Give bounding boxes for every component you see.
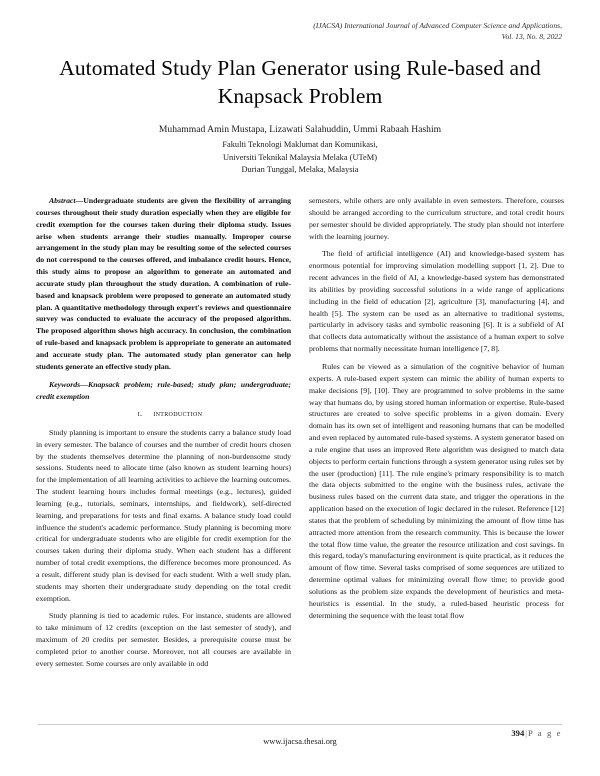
page-number: 394 bbox=[511, 728, 525, 738]
body-paragraph: semesters, while others are only available in even semesters. Therefore, courses should be arranged according to the curriculum structure, and total credit hours per semester should be divided appropriately. The study plan should not interfere with the learning journey. bbox=[309, 196, 564, 241]
keywords-dash: — bbox=[80, 379, 88, 389]
journal-running-header bbox=[142, 21, 562, 43]
section-numeral: i. bbox=[137, 409, 143, 419]
affiliation-line-1: Fakulti Teknologi Maklumat dan Komunikasi, bbox=[222, 140, 378, 150]
author-names: Muhammad Amin Mustapa, Lizawati Salahuddin, Ummi Rabaah Hashim bbox=[158, 124, 442, 135]
abstract-paragraph bbox=[36, 195, 291, 373]
journal-name: (IJACSA) International Journal of Advanced Computer Science and Applications, bbox=[313, 21, 562, 30]
keywords-text: Knapsack problem; rule-based; study plan; undergraduate; credit exemption bbox=[36, 379, 291, 401]
abstract-text: Undergraduate students are given the flexibility of arranging courses throughout their study duration especially when they are eligible for credit exemption for the courses taken during their diploma study. Issues arise when students arrange their studies manually. Improper course arrangement in the study plan may be resulting some of the selected courses do not correspond to the courses offered, and imbalance credit hours. Hence, this study aims to propose an algorithm to generate an automated and accurate study plan throughout the study duration. A combination of rule-based and knapsack problem were proposed to generate an automated study plan. A quantitative methodology through expert's reviews and questionnaire survey was conducted to evaluate the accuracy of the proposed algorithm. The proposed algorithm shows high accuracy. In conclusion, the combination of rule-based and knapsack problem is appropriate to generate an automated and accurate study plan. The automated study plan generator can help students generate an effective study plan. bbox=[36, 196, 291, 371]
keywords-label: Keywords bbox=[49, 379, 81, 389]
author-block bbox=[38, 123, 562, 176]
body-paragraph: The field of artificial intelligence (AI) and knowledge-based system has enormous potential for improving simulation modelling support [1, 2]. Due to recent advances in the field of AI, a knowledge-based system has demonstrated its abilities by providing successful solutions in a wide range of applications including in the field of education [2], agriculture [3], manufacturing [4], and health [5]. The system can be used as an alternative to traditional systems, particularly in advisory tasks and symbolic reasoning [6]. It is a subfield of AI that collects data automatically without the assistance of a human expert to solve problems that normally necessitate human intelligence [7, 8]. bbox=[309, 249, 564, 354]
right-column bbox=[309, 195, 564, 725]
abstract-label: Abstract bbox=[49, 196, 76, 205]
paper-title: Automated Study Plan Generator using Rule-based and Knapsack Problem bbox=[59, 56, 541, 108]
footer-page-indicator bbox=[511, 728, 562, 738]
page-separator: | bbox=[525, 728, 527, 738]
left-column bbox=[36, 195, 291, 725]
journal-volume-issue: Vol. 13, No. 8, 2022 bbox=[501, 31, 562, 41]
affiliation-line-2: Universiti Teknikal Malaysia Melaka (UTeM) bbox=[222, 152, 378, 162]
page-word-label: P a g e bbox=[527, 728, 562, 738]
section-heading-label: introduction bbox=[153, 409, 203, 419]
footer-divider bbox=[38, 724, 562, 725]
section-heading-introduction bbox=[36, 408, 291, 420]
body-columns bbox=[36, 195, 564, 725]
page-footer bbox=[38, 724, 562, 754]
body-paragraph: Rules can be viewed as a simulation of the cognitive behavior of human experts. A rule-based expert system can mimic the ability of human experts to make decisions [9], [10]. They are programmed to solve problems in the same way that humans do, by using stored human information or expertise. Rule-based structures are created to solve specific problems in a given domain. Every domain has its own set of intelligent and reasoning humans that can be modelled and even replaced by automated rule-based systems. A system generator based on a rule engine that uses an improved Rete algorithm was designed to match data objects to perform certain functions through a system generator using rules set by the user (production) [11]. The rule engine's primary responsibility is to match the data objects submitted to the engine with the business rules, activate the business rules based on the current data state, and trigger the operations in the application based on the execution of logic declared in the ruleset. Reference [12] states that the problem of scheduling by minimizing the amount of flow time has attracted more attention from the research community. This is because the lower the total flow time value, the greater the resource utilization and cost savings. In this regard, today's manufacturing environment is quite practical, as it reduces the amount of flow time. Several tasks comprised of some sequences are utilized to determine optimal values for minimizing overall flow time; to provide good solutions as the problem size expands the development of heuristics and meta-heuristics is essential. In the study, a ruled-based heuristic process for determining the sequence with the least total flow bbox=[309, 361, 564, 620]
body-paragraph: Study planning is important to ensure the students carry a balance study load in every semester. The balance of courses and the number of credit hours chosen by the students themselves determine the planning of non-burdensome study sessions. Students need to allocate time (also known as student learning hours) for the implementation of all learning activities to achieve the learning outcomes. The student learning hours includes formal meetings (e.g., lectures), guided learning (e.g., tutorials, seminars, internships, and fieldwork), self-directed learning, and preparations for tests and final exams. A balance study load could influence the student's academic performance. Study planning is becoming more critical for undergraduate students who are eligible for credit exemption for the courses taken during their diploma study. When each student has a different number of total credit exemptions, the difference becomes more pronounced. As a result, different study plan is devised for each student. With a well study plan, students may shorten their undergraduate study depending on the total credit exemption. bbox=[36, 427, 291, 603]
abstract-dash: — bbox=[75, 196, 84, 205]
keywords-paragraph bbox=[36, 379, 291, 403]
footer-url[interactable]: www.ijacsa.thesai.org bbox=[263, 737, 337, 746]
affiliation-line-3: Durian Tunggal, Melaka, Malaysia bbox=[241, 164, 359, 174]
body-paragraph: Study planning is tied to academic rules. For instance, students are allowed to take minimum of 12 credits (exception on the last semester of study), and maximum of 20 credits per semester. Besides, a prerequisite course must be completed prior to another course. Moreover, not all courses are available in every semester. Some courses are only available in odd bbox=[36, 611, 291, 668]
